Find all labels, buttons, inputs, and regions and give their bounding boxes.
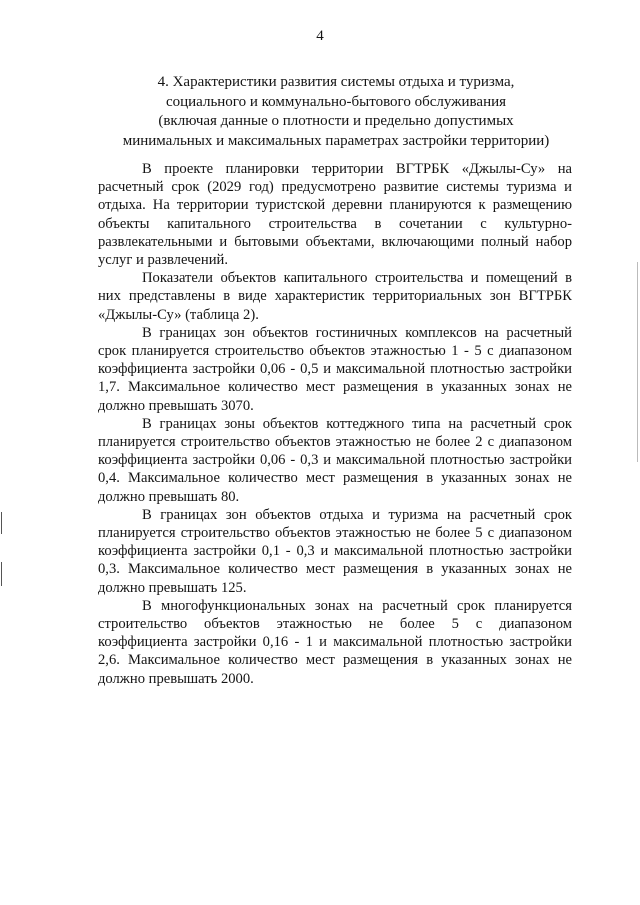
section-heading xyxy=(100,73,572,151)
paragraph-indicators: Показатели объектов капитального строительства и помещений в них представлены в виде характеристик территориальных зон ВГТРБК «Джылы-Су» (таблица 2). xyxy=(98,270,572,323)
paragraph-multifunctional-zones: В многофункциональных зонах на расчетный срок планируется строительство объектов этажностью не более 5 с диапазоном коэффициента застройки 0,16 - 1 и максимальной плотностью застройки 2,6. Максимальное количество мест размещения в указанных зонах не должно превышать 2000. xyxy=(98,597,572,687)
heading-line: (включая данные о плотности и предельно допустимых xyxy=(158,113,514,129)
paragraph-tourism-development: В проекте планировки территории ВГТРБК «Джылы-Су» на расчетный срок (2029 год) предусмотрено развитие системы туризма и отдыха. На территории туристской деревни планируются к размещению объекты капитального строительства в сочетании с культурно-развлекательными и бытовыми объектами, включающими полный набор услуг и развлечений. xyxy=(98,161,572,269)
heading-line: социального и коммунально-бытового обслуживания xyxy=(165,93,507,110)
page-number: 4 xyxy=(316,28,324,44)
heading-line: 4. Характеристики развития системы отдыха и туризма, xyxy=(157,74,515,90)
scan-edge-mark xyxy=(1,562,2,586)
heading-line: минимальных и максимальных параметрах застройки территории) xyxy=(122,132,550,149)
paragraph-recreation-zones: В границах зон объектов отдыха и туризма на расчетный срок планируется строительство объектов этажностью не более 5 с диапазоном коэффициента застройки 0,1 - 0,3 и максимальной плотностью застройки 0,3. Максимальное количество мест размещения в указанных зонах не должно превышать 125. xyxy=(98,506,572,596)
scan-edge-mark xyxy=(637,262,638,462)
paragraph-hotel-zones: В границах зон объектов гостиничных комплексов на расчетный срок планируется строительство объектов этажностью 1 - 5 с диапазоном коэффициента застройки 0,06 - 0,5 и максимальной плотностью застройки 1,7. Максимальное количество мест размещения в указанных зонах не должно превышать 3070. xyxy=(98,324,572,414)
paragraph-cottage-zones: В границах зоны объектов коттеджного типа на расчетный срок планируется строительство объектов этажностью не более 2 с диапазоном коэффициента застройки 0,06 - 0,3 и максимальной плотностью застройки 0,4. Максимальное количество мест размещения в указанных зонах не должно превышать 80. xyxy=(98,415,572,505)
body-text xyxy=(98,160,572,688)
scan-edge-mark xyxy=(1,512,2,534)
